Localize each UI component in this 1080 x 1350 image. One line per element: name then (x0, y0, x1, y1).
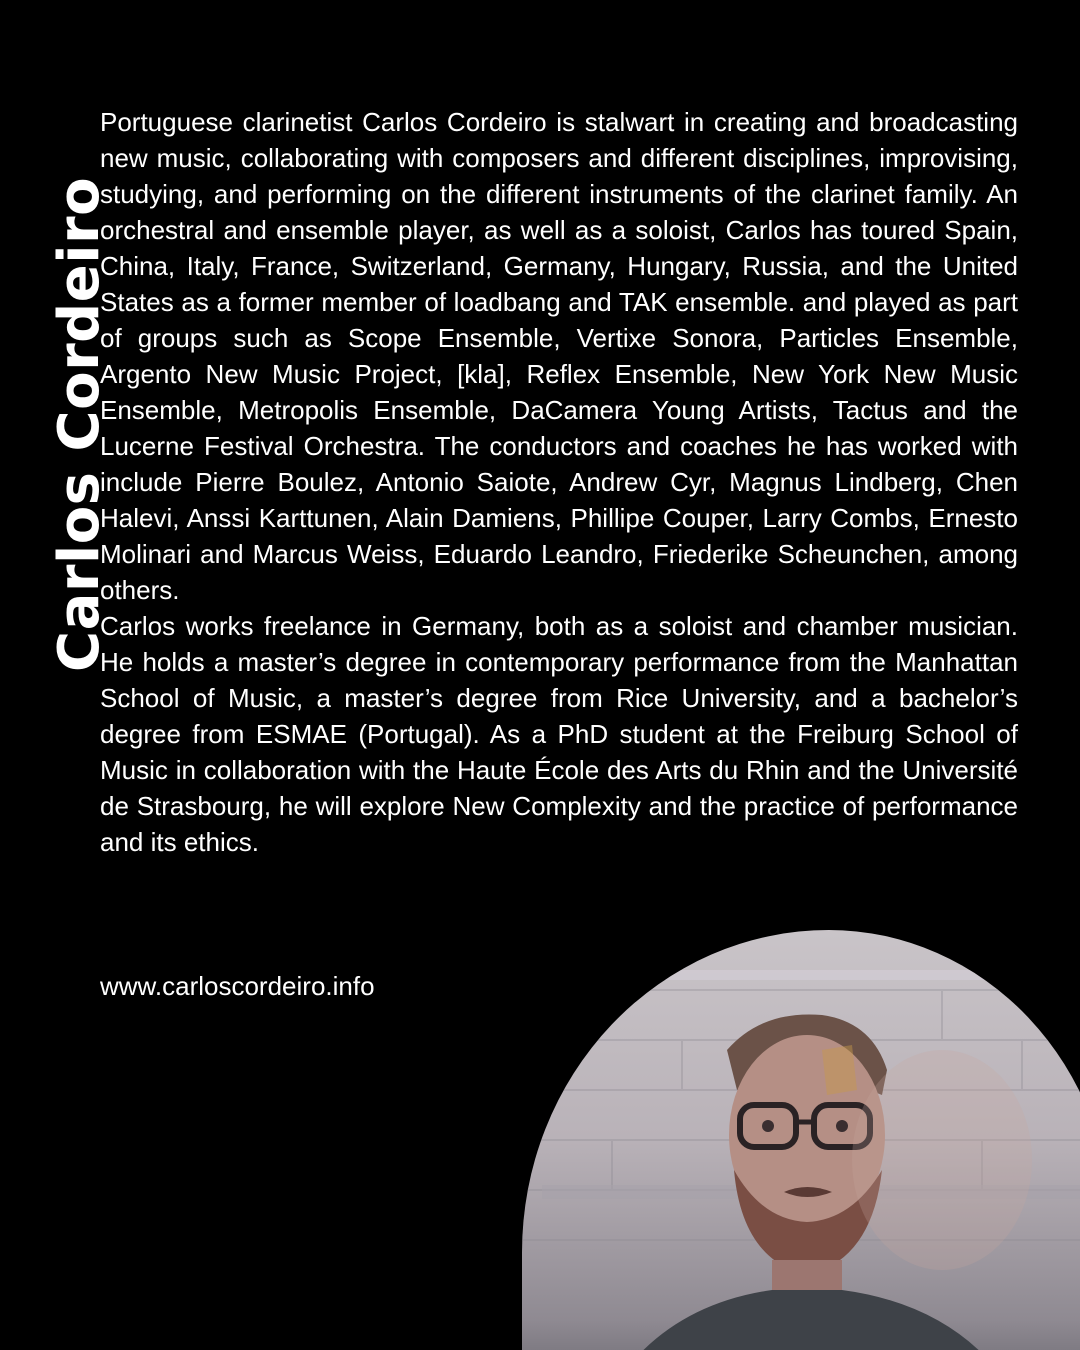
bio-paragraph-1: Portuguese clarinetist Carlos Cordeiro is stalwart in creating and broadcasting new music, collaborating with composers and different disciplines, improvising, studying, and performing on the different instruments of the clarinet family. An orchestral and ensemble player, as well as a soloist, Carlos has toured Spain, China, Italy, France, Switzerland, Germany, Hungary, Russia, and the United States as a former member of loadbang and TAK ensemble. and played as part of groups such as Scope Ensemble, Vertixe Sonora, Particles Ensemble, Argento New Music Project, [kla], Reflex Ensemble, New York New Music Ensemble, Metropolis Ensemble, DaCamera Young Artists, Tactus and the Lucerne Festival Orchestra. The conductors and coaches he has worked with include Pierre Boulez, Antonio Saiote, Andrew Cyr, Magnus Lindberg, Chen Halevi, Anssi Karttunen, Alain Damiens, Phillipe Couper, Larry Combs, Ernesto Molinari and Marcus Weiss, Eduardo Leandro, Friederike Scheunchen, among others. (100, 107, 1018, 605)
bio-paragraph-2: Carlos works freelance in Germany, both as a soloist and chamber musician. He holds a master’s degree in contemporary performance from the Manhattan School of Music, a master’s degree from Rice University, and a bachelor’s degree from ESMAE (Portugal). As a PhD student at the Freiburg School of Music in collaboration with the Haute École des Arts du Rhin and the Université de Strasbourg, he will explore New Complexity and the practice of performance and its ethics. (100, 611, 1018, 857)
portrait-illustration (522, 930, 1080, 1350)
artist-name-vertical: Carlos Cordeiro (47, 176, 112, 672)
portrait-photo (522, 930, 1080, 1350)
website-link[interactable]: www.carloscordeiro.info (100, 971, 375, 1001)
biography-text (100, 104, 1018, 860)
